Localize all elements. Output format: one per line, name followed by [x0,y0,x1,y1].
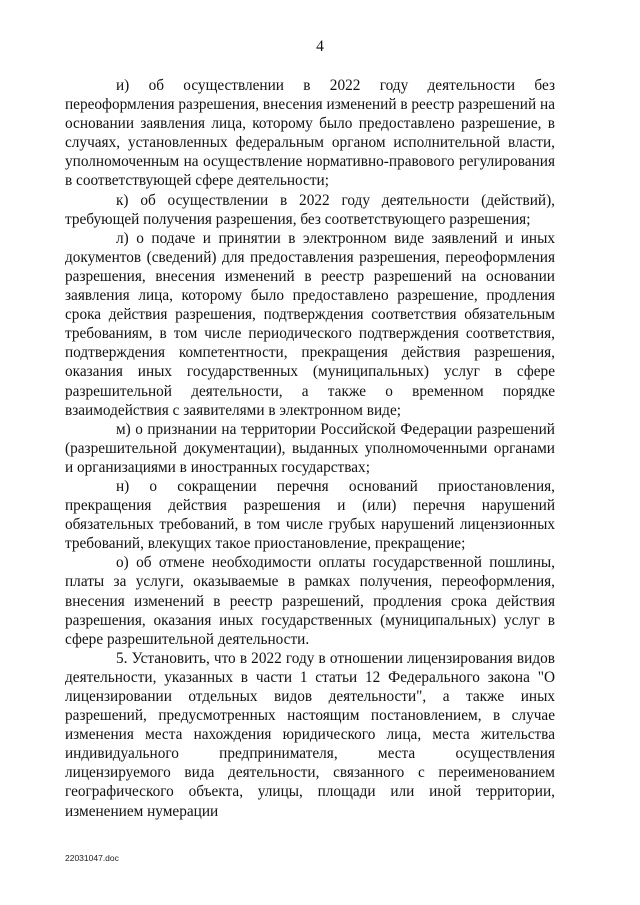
paragraph-5: 5. Установить, что в 2022 году в отношении лицензирования видов деятельности, указанных в части 1 статьи 12 Федерального закона "О лицензировании отдельных видов деятельности", а также иных разрешений, предусмотренных настоящим постановлением, в случае изменения места нахождения юридического лица, места жительства индивидуального предпринимателя, места осуществления лицензируемого вида деятельности, связанного с переименованием географического объекта, улицы, площади или иной территории, изменением нумерации [65,649,555,820]
paragraph-l: л) о подаче и принятии в электронном виде заявлений и иных документов (сведений) для предоставления разрешения, переоформления разрешения, внесения изменений в реестр разрешений на основании заявления лица, которому было предоставлено разрешение, продления срока действия разрешения, подтверждения соответствия обязательным требованиям, в том числе периодического подтверждения соответствия, подтверждения компетентности, прекращения действия разрешения, оказания иных государственных (муниципальных) услуг в сфере разрешительной деятельности, а также о временном порядке взаимодействия с заявителями в электронном виде; [65,229,555,419]
file-code: 22031047.doc [65,853,119,863]
document-body [65,76,555,821]
page-number: 4 [316,38,324,55]
paragraph-o: о) об отмене необходимости оплаты государственной пошлины, платы за услуги, оказываемые в рамках получения, переоформления, внесения изменений в реестр разрешений, продления срока действия разрешения, оказания иных государственных (муниципальных) услуг в сфере разрешительной деятельности. [65,554,555,648]
paragraph-k: к) об осуществлении в 2022 году деятельности (действий), требующей получения разрешения, без соответствующего разрешения; [65,191,555,228]
paragraph-m: м) о признании на территории Российской Федерации разрешений (разрешительной документации), выданных уполномоченными органами и организациями в иностранных государствах; [65,420,555,476]
paragraph-i: и) об осуществлении в 2022 году деятельности без переоформления разрешения, внесения изменений в реестр разрешений на основании заявления лица, которому было предоставлено разрешение, в случаях, установленных федеральным органом исполнительной власти, уполномоченным на осуществление нормативно-правового регулирования в соответствующей сфере деятельности; [65,77,555,190]
paragraph-n: н) о сокращении перечня оснований приостановления, прекращения действия разрешения и (или) перечня нарушений обязательных требований, в том числе грубых нарушений лицензионных требований, влекущих такое приостановление, прекращение; [65,477,555,553]
